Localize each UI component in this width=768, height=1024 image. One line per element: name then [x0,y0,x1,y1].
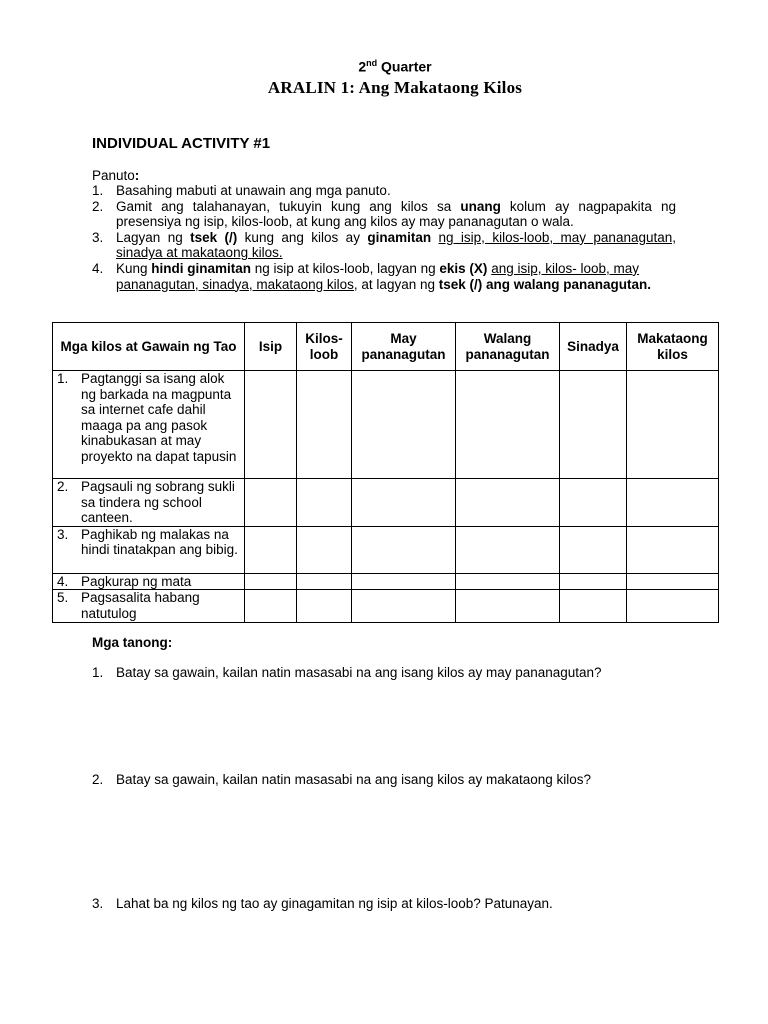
answer-cell[interactable] [297,371,352,479]
instruction-text: Lagyan ng tsek (/) kung ang kilos ay ginamitan ng isip, kilos-loob, may pananagutan, sinadya at makataong kilos. [116,229,676,261]
action-cell [53,526,245,573]
table-row [53,371,719,479]
instruction-number: 4. [92,260,104,276]
instruction-text: Kung hindi ginamitan ng isip at kilos-loob, lagyan ng ekis (X) ang isip, kilos- loob, may pananagutan, sinadya, makataong kilos, at lagyan ng tsek (/) ang walang pananagutan. [116,260,652,292]
table-row [53,526,719,573]
column-header: Isip [245,323,297,371]
instruction-item [92,199,676,230]
answer-cell[interactable] [627,590,719,622]
table-row [53,573,719,590]
action-cell [53,590,245,622]
answer-cell[interactable] [297,590,352,622]
row-text: Paghikab ng malakas na hindi tinatakpan ang bibig. [81,526,238,558]
row-number: 1. [57,371,69,386]
question-number: 2. [92,772,104,787]
answer-cell[interactable] [352,371,456,479]
instruction-item [92,183,676,199]
row-text: Pagsasalita habang natutulog [81,590,200,621]
answer-cell[interactable] [560,479,627,527]
answer-cell[interactable] [456,371,560,479]
action-cell [53,573,245,590]
answer-cell[interactable] [560,371,627,479]
answer-cell[interactable] [352,573,456,590]
column-header: Kilos-loob [297,323,352,371]
activity-title: INDIVIDUAL ACTIVITY #1 [92,135,271,152]
instruction-number: 2. [92,198,104,214]
question-number: 3. [92,896,104,911]
lesson-title: ARALIN 1: Ang Makataong Kilos [267,78,523,97]
answer-cell[interactable] [560,573,627,590]
table-row [53,479,719,527]
row-text: Pagkurap ng mata [81,573,192,589]
instruction-text: Basahing mabuti at unawain ang mga panuto. [116,183,391,198]
row-text: Pagsauli ng sobrang sukli sa tindera ng school canteen. [81,479,235,526]
answer-cell[interactable] [297,479,352,527]
answer-cell[interactable] [456,590,560,622]
instruction-number: 1. [92,183,104,198]
instruction-number: 3. [92,229,104,245]
column-header: Sinadya [560,323,627,371]
answer-cell[interactable] [297,573,352,590]
question-item [92,772,712,787]
column-header: Walang pananagutan [456,323,560,371]
instruction-item [92,230,676,261]
answer-cell[interactable] [456,526,560,573]
quarter-heading [0,58,768,75]
instruction-item [92,261,676,292]
instructions-list [92,183,676,292]
answer-cell[interactable] [245,590,297,622]
question-item [92,665,712,680]
row-number: 5. [57,590,69,606]
answer-cell[interactable] [627,479,719,527]
answer-cell[interactable] [352,479,456,527]
questions-label: Mga tanong: [92,635,173,650]
answer-cell[interactable] [627,371,719,479]
question-item [92,896,712,911]
quarter-suffix: nd [366,58,378,68]
question-text: Batay sa gawain, kailan natin masasabi na ang isang kilos ay may pananagutan? [116,665,602,680]
action-cell [53,371,245,479]
answer-cell[interactable] [560,526,627,573]
answer-cell[interactable] [352,590,456,622]
answer-cell[interactable] [245,371,297,479]
row-number: 4. [57,573,69,589]
activity-table [52,322,719,623]
row-number: 3. [57,526,69,542]
answer-cell[interactable] [627,573,719,590]
row-text: Pagtanggi sa isang alok ng barkada na magpunta sa internet cafe dahil maaga pa ang pasok kinabukasan at may proyekto na dapat tapusin [81,371,237,464]
column-header: Makataong kilos [627,323,719,371]
question-text: Batay sa gawain, kailan natin masasabi na ang isang kilos ay makataong kilos? [116,772,592,787]
column-header: May pananagutan [352,323,456,371]
action-cell [53,479,245,527]
panuto-label: Panuto: [92,168,140,183]
table-header-row [53,323,719,371]
answer-cell[interactable] [560,590,627,622]
instruction-text: Gamit ang talahanayan, tukuyin kung ang kilos sa unang kolum ay nagpapakita ng presensiya ng isip, kilos-loob, at kung ang kilos ay may pananagutan o wala. [116,198,676,230]
answer-cell[interactable] [456,479,560,527]
question-number: 1. [92,665,104,680]
answer-cell[interactable] [245,526,297,573]
table-row [53,590,719,622]
column-header: Mga kilos at Gawain ng Tao [53,323,245,371]
answer-cell[interactable] [627,526,719,573]
answer-cell[interactable] [297,526,352,573]
answer-cell[interactable] [352,526,456,573]
question-text: Lahat ba ng kilos ng tao ay ginagamitan ng isip at kilos-loob? Patunayan. [116,896,553,911]
quarter-number: 2 [358,58,367,75]
answer-cell[interactable] [245,479,297,527]
quarter-word: Quarter [381,58,432,75]
answer-cell[interactable] [245,573,297,590]
row-number: 2. [57,479,69,494]
answer-cell[interactable] [456,573,560,590]
